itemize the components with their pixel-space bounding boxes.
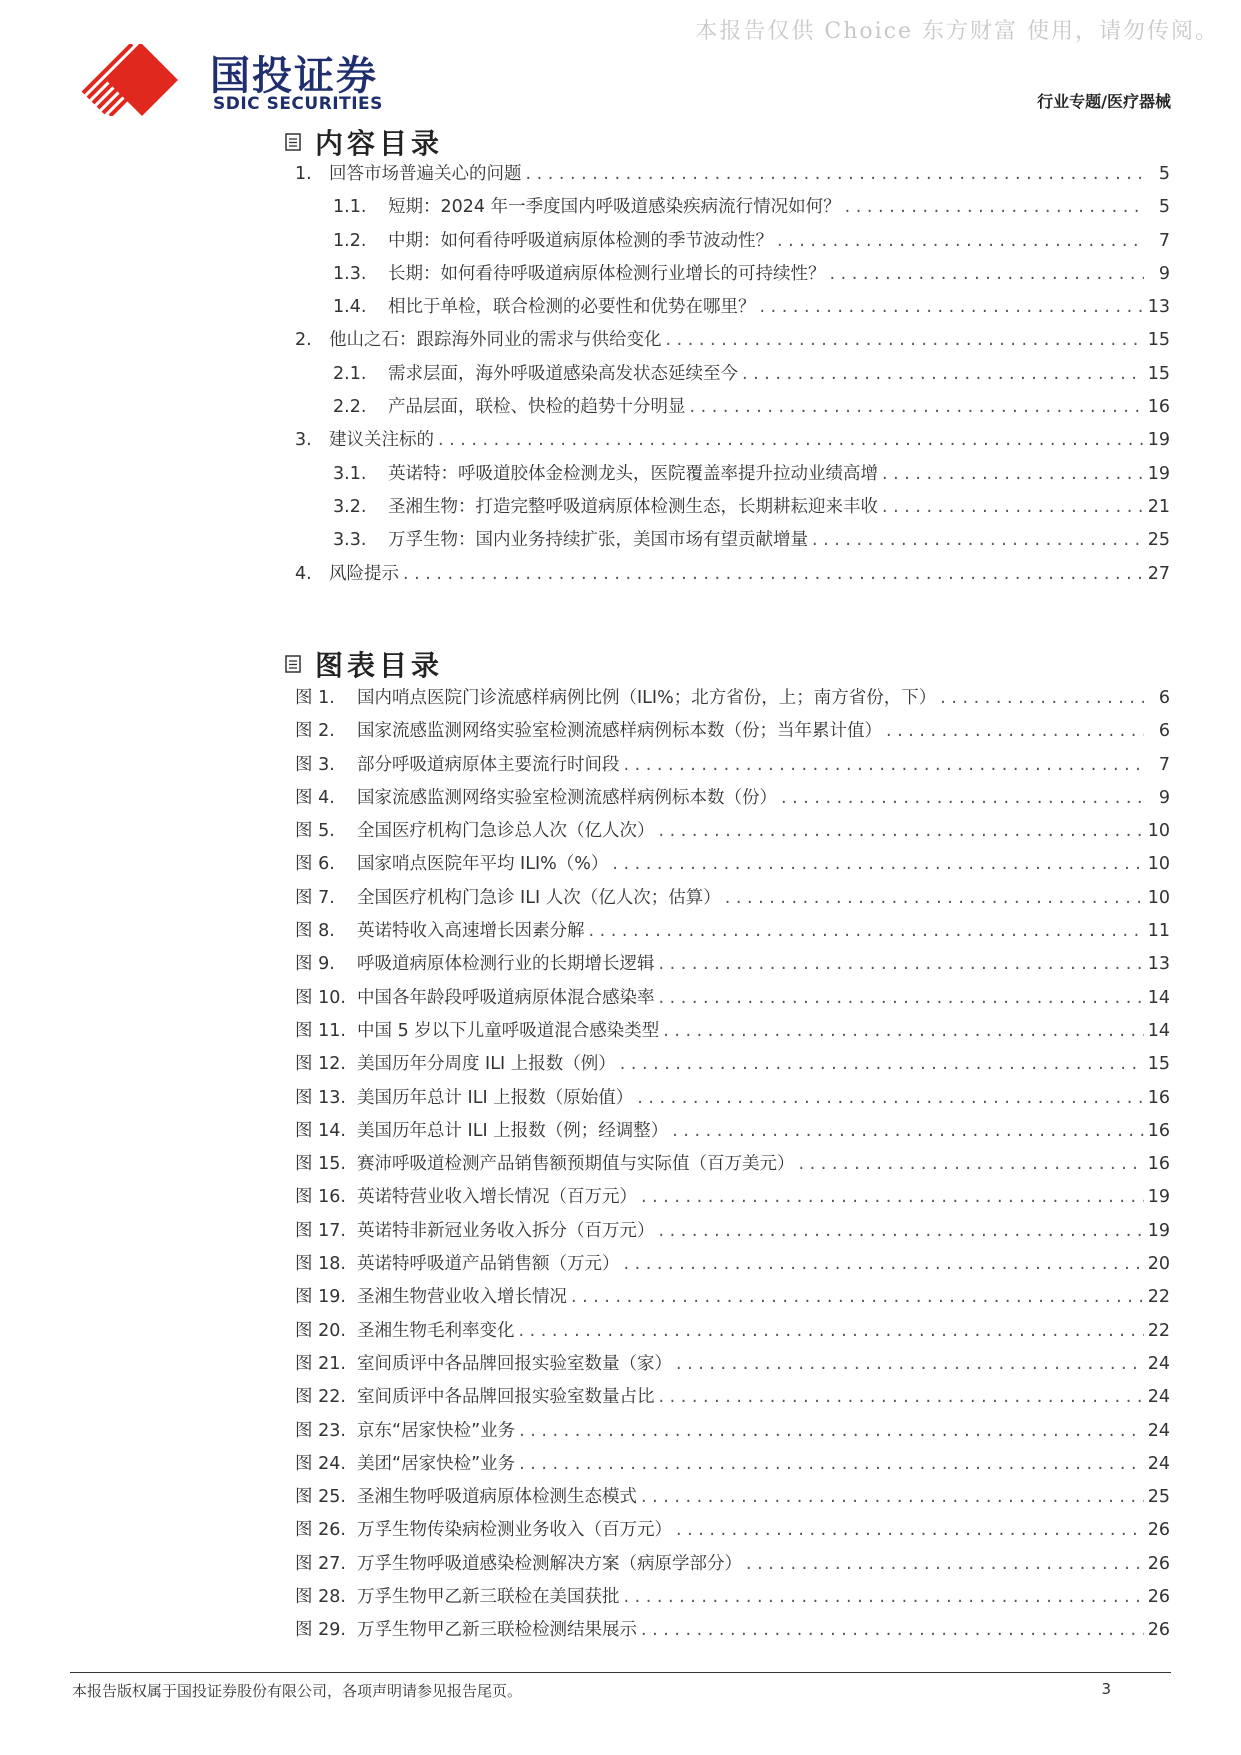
leader-dots [612,854,1143,874]
entry-title: 产品层面，联检、快检的趋势十分明显 [388,397,686,418]
leader-dots [641,1187,1144,1207]
entry-page: 14 [1147,987,1170,1008]
entry-title: 万孚生物甲乙新三联检检测结果展示 [357,1620,637,1641]
leader-dots [940,688,1144,708]
leader-dots [886,721,1144,741]
entry-number: 图 28. [295,1587,346,1608]
entry-page: 19 [1147,1187,1170,1208]
figure-entry[interactable] [295,984,1170,1017]
leader-dots [641,1487,1144,1507]
entry-page: 26 [1147,1520,1170,1541]
page-number: 3 [1101,1680,1111,1698]
entry-title: 京东“居家快检”业务 [357,1420,516,1441]
figure-entry[interactable] [295,751,1170,784]
entry-title: 相比于单检，联合检测的必要性和优势在哪里？ [388,297,756,318]
entry-title: 国家流感监测网络实验室检测流感样病例标本数（份） [357,787,777,808]
entry-page: 20 [1147,1254,1170,1275]
figure-entry[interactable] [295,817,1170,850]
entry-page: 9 [1158,263,1170,284]
leader-dots [830,264,1145,284]
entry-title: 国家流感监测网络实验室检测流感样病例标本数（份；当年累计值） [357,721,882,742]
footer-divider [70,1672,1171,1673]
toc-entry[interactable] [295,260,1170,293]
figure-entry[interactable] [295,717,1170,750]
entry-title: 建议关注标的 [329,430,434,451]
entry-page: 24 [1147,1453,1170,1474]
entry-page: 16 [1147,1087,1170,1108]
entry-number: 图 5. [295,821,335,842]
entry-page: 10 [1147,887,1170,908]
entry-number: 图 3. [295,754,335,775]
entry-title: 万孚生物：国内业务持续扩张，美国市场有望贡献增量 [388,530,808,551]
entry-number: 图 7. [295,887,335,908]
leader-dots [641,1620,1144,1640]
figure-entry[interactable] [295,1017,1170,1050]
entry-page: 5 [1158,197,1170,218]
entry-number: 4. [295,563,312,584]
entry-page: 26 [1147,1587,1170,1608]
entry-title: 室间质评中各品牌回报实验室数量占比 [357,1387,655,1408]
entry-title: 美团“居家快检”业务 [357,1453,516,1474]
entry-number: 图 26. [295,1520,346,1541]
entry-page: 19 [1147,430,1170,451]
entry-page: 22 [1147,1287,1170,1308]
entry-title: 全国医疗机构门急诊总人次（亿人次） [357,821,655,842]
entry-title: 圣湘生物呼吸道病原体检测生态模式 [357,1487,637,1508]
entry-number: 图 12. [295,1054,346,1075]
leader-dots [882,464,1144,484]
figure-entry[interactable] [295,1050,1170,1083]
entry-number: 图 11. [295,1020,346,1041]
entry-number: 1. [295,164,312,184]
entry-number: 3.2. [333,496,367,517]
entry-page: 6 [1158,688,1170,708]
toc-entry[interactable] [295,227,1170,260]
leader-dots [571,1287,1144,1307]
leader-dots [690,397,1144,417]
leader-dots [777,231,1144,251]
leader-dots [659,821,1144,841]
toc-entry[interactable] [295,426,1170,459]
entry-title: 圣湘生物：打造完整呼吸道病原体检测生态，长期耕耘迎来丰收 [388,496,878,517]
entry-page: 6 [1158,721,1170,742]
leader-dots [746,1554,1144,1574]
leader-dots [781,788,1144,808]
figure-entry[interactable] [295,1150,1170,1183]
figure-entry[interactable] [295,1483,1170,1516]
figure-entry[interactable] [295,1417,1170,1450]
leader-dots [812,530,1144,550]
entry-page: 7 [1158,754,1170,775]
entry-number: 图 9. [295,954,335,975]
entry-title: 全国医疗机构门急诊 ILI 人次（亿人次；估算） [357,887,721,908]
entry-title: 英诺特营业收入增长情况（百万元） [357,1187,637,1208]
company-logo [70,44,410,116]
entry-title: 需求层面，海外呼吸道感染高发状态延续至今 [388,363,738,384]
figure-entry[interactable] [295,1084,1170,1117]
leader-dots [589,921,1144,941]
entry-title: 美国历年分周度 ILI 上报数（例） [357,1054,616,1075]
figures-heading-text: 图表目录 [315,649,444,682]
entry-page: 15 [1147,1054,1170,1075]
entry-number: 图 21. [295,1353,346,1374]
entry-title: 室间质评中各品牌回报实验室数量（家） [357,1353,672,1374]
entry-title: 国内哨点医院门诊流感样病例比例（ILI%；北方省份，上；南方省份，下） [357,688,937,708]
figure-entry[interactable] [295,1183,1170,1216]
entry-number: 图 29. [295,1620,346,1641]
figure-entry[interactable] [295,1616,1170,1649]
entry-title: 中国 5 岁以下儿童呼吸道混合感染类型 [357,1020,660,1041]
figure-entry[interactable] [295,1283,1170,1316]
entry-page: 16 [1147,1120,1170,1141]
entry-title: 赛沛呼吸道检测产品销售额预期值与实际值（百万美元） [357,1154,795,1175]
entry-title: 英诺特呼吸道产品销售额（万元） [357,1254,620,1275]
entry-number: 图 18. [295,1254,346,1275]
entry-title: 他山之石：跟踪海外同业的需求与供给变化 [329,330,662,351]
entry-page: 15 [1147,363,1170,384]
leader-dots [659,1387,1144,1407]
entry-page: 24 [1147,1353,1170,1374]
leader-dots [519,1454,1144,1474]
toc-entry[interactable] [295,560,1170,593]
figure-entry[interactable] [295,1550,1170,1583]
leader-dots [666,330,1144,350]
leader-dots [624,755,1145,775]
entry-number: 图 19. [295,1287,346,1308]
figure-entry[interactable] [295,884,1170,917]
entry-page: 26 [1147,1620,1170,1641]
leader-dots [637,1088,1144,1108]
entry-title: 中期：如何看待呼吸道病原体检测的季节波动性？ [388,230,773,251]
leader-dots [403,564,1144,584]
entry-page: 13 [1147,297,1170,318]
entry-page: 25 [1147,1487,1170,1508]
entry-page: 24 [1147,1387,1170,1408]
entry-number: 3.3. [333,530,367,551]
entry-page: 19 [1147,463,1170,484]
figure-entry[interactable] [295,1350,1170,1383]
leader-dots [519,1421,1144,1441]
entry-number: 1.3. [333,263,367,284]
leader-dots [620,1054,1144,1074]
contents-heading [285,122,443,162]
toc-entry[interactable] [295,460,1170,493]
figure-entry[interactable] [295,950,1170,983]
entry-number: 2. [295,330,312,351]
entry-number: 图 1. [295,688,335,708]
entry-title: 英诺特非新冠业务收入拆分（百万元） [357,1220,655,1241]
toc-entry[interactable] [295,360,1170,393]
toc-entry[interactable] [295,160,1170,193]
leader-dots [742,364,1144,384]
logo-english-name: SDIC SECURITIES [213,94,383,114]
figure-entry[interactable] [295,1516,1170,1549]
footer-disclaimer: 本报告版权属于国投证券股份有限公司，各项声明请参见报告尾页。 [72,1682,523,1700]
entry-title: 美国历年总计 ILI 上报数（例；经调整） [357,1120,669,1141]
entry-title: 圣湘生物毛利率变化 [357,1320,515,1341]
entry-title: 风险提示 [329,563,399,584]
entry-page: 15 [1147,330,1170,351]
leader-dots [624,1587,1144,1607]
figure-entry[interactable] [295,1383,1170,1416]
figure-entry[interactable] [295,684,1170,717]
entry-title: 长期：如何看待呼吸道病原体检测行业增长的可持续性？ [388,263,826,284]
toc-entry[interactable] [295,493,1170,526]
entry-page: 9 [1158,787,1170,808]
figure-entry[interactable] [295,917,1170,950]
figure-entry[interactable] [295,784,1170,817]
leader-dots [676,1354,1144,1374]
entry-page: 11 [1147,921,1170,942]
entry-page: 19 [1147,1220,1170,1241]
entry-number: 图 13. [295,1087,346,1108]
entry-title: 万孚生物甲乙新三联检在美国获批 [357,1587,620,1608]
entry-number: 图 14. [295,1120,346,1141]
entry-number: 3.1. [333,463,367,484]
entry-number: 图 6. [295,854,335,875]
toc-entry[interactable] [295,326,1170,359]
leader-dots [882,497,1144,517]
leader-dots [438,430,1144,450]
entry-number: 图 23. [295,1420,346,1441]
toc-entry[interactable] [295,526,1170,559]
entry-number: 图 25. [295,1487,346,1508]
leader-dots [799,1154,1144,1174]
entry-number: 2.2. [333,397,367,418]
entry-number: 图 22. [295,1387,346,1408]
figures-list [295,684,1170,1650]
entry-page: 24 [1147,1420,1170,1441]
toc-entry[interactable] [295,293,1170,326]
document-icon [285,133,301,151]
leader-dots [845,197,1144,217]
entry-number: 图 2. [295,721,335,742]
figure-entry[interactable] [295,1217,1170,1250]
logo-chinese-name: 国投证券 [210,53,378,99]
report-category: 行业专题/医疗器械 [1037,92,1171,111]
figure-entry[interactable] [295,850,1170,883]
leader-dots [519,1321,1144,1341]
toc-entry[interactable] [295,393,1170,426]
entry-page: 10 [1147,821,1170,842]
entry-title: 万孚生物呼吸道感染检测解决方案（病原学部分） [357,1553,742,1574]
entry-number: 3. [295,430,312,451]
entry-number: 图 10. [295,987,346,1008]
entry-title: 呼吸道病原体检测行业的长期增长逻辑 [357,954,655,975]
figures-heading [285,644,443,684]
sdic-logo-icon [70,44,200,116]
entry-number: 图 15. [295,1154,346,1175]
entry-title: 圣湘生物营业收入增长情况 [357,1287,567,1308]
entry-number: 图 16. [295,1187,346,1208]
entry-number: 图 27. [295,1553,346,1574]
leader-dots [659,954,1144,974]
entry-number: 2.1. [333,363,367,384]
entry-page: 22 [1147,1320,1170,1341]
entry-page: 16 [1147,1154,1170,1175]
entry-title: 短期：2024 年一季度国内呼吸道感染疾病流行情况如何？ [388,197,841,218]
entry-page: 5 [1158,164,1170,184]
entry-page: 7 [1158,230,1170,251]
leader-dots [676,1520,1144,1540]
entry-title: 回答市场普遍关心的问题 [329,164,522,184]
entry-page: 21 [1147,496,1170,517]
document-icon [285,655,301,673]
entry-page: 26 [1147,1553,1170,1574]
figure-entry[interactable] [295,1583,1170,1616]
entry-page: 14 [1147,1020,1170,1041]
leader-dots [725,888,1144,908]
leader-dots [672,1121,1144,1141]
contents-list [295,160,1170,593]
entry-title: 国家哨点医院年平均 ILI%（%） [357,854,609,875]
leader-dots [659,988,1144,1008]
entry-page: 16 [1147,397,1170,418]
figure-entry[interactable] [295,1117,1170,1150]
contents-heading-text: 内容目录 [315,127,444,160]
leader-dots [659,1221,1144,1241]
entry-page: 27 [1147,563,1170,584]
entry-number: 图 24. [295,1453,346,1474]
entry-title: 中国各年龄段呼吸道病原体混合感染率 [357,987,655,1008]
entry-title: 英诺特：呼吸道胶体金检测龙头，医院覆盖率提升拉动业绩高增 [388,463,878,484]
figure-entry[interactable] [295,1317,1170,1350]
entry-number: 1.4. [333,297,367,318]
leader-dots [526,164,1145,184]
entry-number: 1.1. [333,197,367,218]
entry-number: 图 8. [295,921,335,942]
entry-number: 图 17. [295,1220,346,1241]
entry-page: 10 [1147,854,1170,875]
entry-number: 图 20. [295,1320,346,1341]
entry-title: 美国历年总计 ILI 上报数（原始值） [357,1087,634,1108]
entry-page: 25 [1147,530,1170,551]
entry-title: 英诺特收入高速增长因素分解 [357,921,585,942]
leader-dots [760,297,1144,317]
entry-title: 部分呼吸道病原体主要流行时间段 [357,754,620,775]
figure-entry[interactable] [295,1450,1170,1483]
leader-dots [624,1254,1144,1274]
watermark: 本报告仅供 Choice 东方财富 使用，请勿传阅。 [695,19,1219,44]
entry-title: 万孚生物传染病检测业务收入（百万元） [357,1520,672,1541]
entry-number: 图 4. [295,787,335,808]
toc-entry[interactable] [295,193,1170,226]
figure-entry[interactable] [295,1250,1170,1283]
entry-page: 13 [1147,954,1170,975]
leader-dots [663,1021,1143,1041]
entry-number: 1.2. [333,230,367,251]
